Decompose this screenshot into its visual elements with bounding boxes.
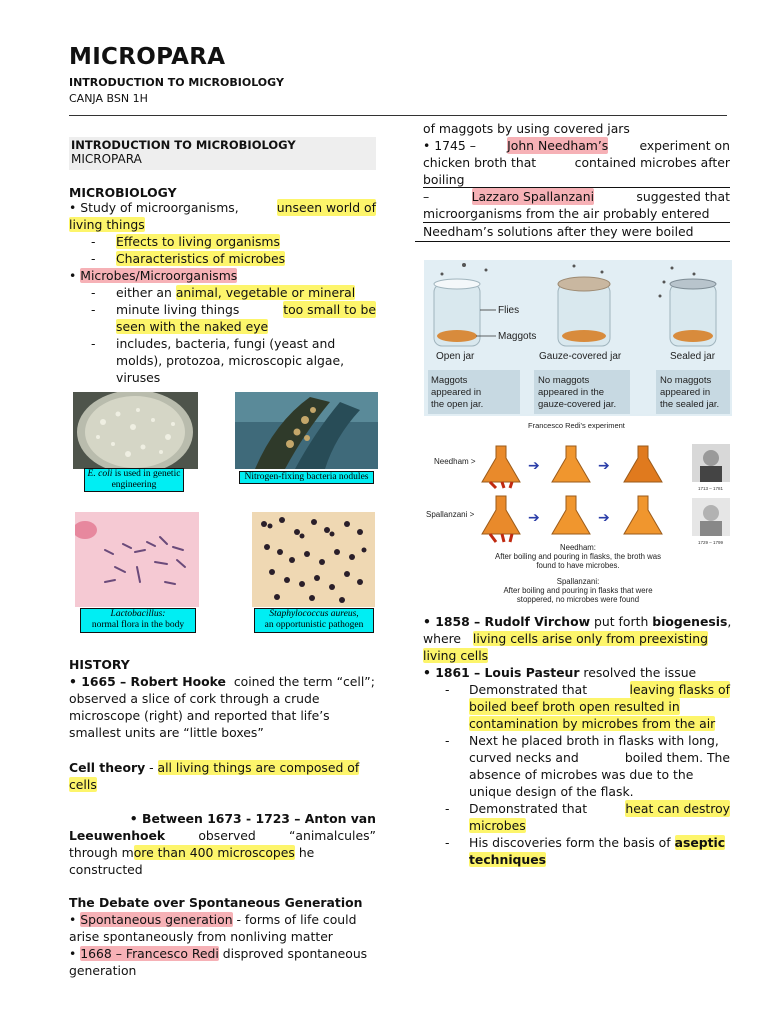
text: absence of microbes was due to the [469, 767, 694, 782]
text: experiment on [639, 138, 730, 153]
text: • Study of microorganisms, [69, 200, 239, 215]
needham-row-label: Needham > [434, 457, 476, 466]
lactobacillus-photo [75, 512, 199, 607]
cell-theory-line2 [69, 776, 97, 793]
box2-line3: gauze-covered jar. [538, 399, 617, 410]
intro-box [69, 137, 376, 170]
dash-item-characteristics [116, 250, 285, 267]
gauze-jar-icon [558, 277, 610, 346]
jar2-label: Gauze-covered jar [539, 351, 622, 362]
right-line6 [423, 205, 730, 223]
highlight: leaving flasks of [629, 682, 730, 697]
highlight: living cells [423, 648, 489, 663]
right-line7 [423, 223, 694, 240]
box1-line2: appeared in [431, 387, 482, 398]
staph-caption [254, 608, 374, 633]
text: boiling [423, 172, 465, 187]
bold-text: • 1858 – Rudolf Virchow [423, 614, 591, 629]
text: contained microbes after [574, 155, 730, 170]
nitrogen-caption: Nitrogen-fixing bacteria nodules [239, 471, 374, 484]
highlight: Effects to living organisms [116, 234, 280, 249]
pasteur-point4-line2 [469, 851, 546, 868]
bold-highlight: techniques [469, 852, 547, 867]
dash-marker: - [445, 801, 450, 816]
document-subtitle: INTRODUCTION TO MICROBIOLOGY [69, 76, 284, 89]
text: put forth [590, 614, 653, 629]
highlight: animal, vegetable or mineral [175, 285, 356, 300]
spallanzani-row-label: Spallanzani > [426, 510, 475, 519]
text: resolved the issue [579, 665, 697, 680]
text: Next he placed broth in flasks with long, [469, 733, 719, 748]
svg-text:➔: ➔ [598, 457, 610, 473]
open-jar-icon [434, 279, 480, 346]
figure-caption: Francesco Redi's experiment [528, 421, 625, 430]
text: , [727, 614, 732, 629]
needham-note-l2: found to have microbes. [536, 561, 620, 570]
highlight-pink: Microbes/Microorganisms [80, 268, 238, 283]
leeuwenhoek-line3 [69, 844, 314, 861]
virchow-line2 [423, 630, 708, 647]
needham-portrait [692, 444, 730, 482]
nitrogen-nodules-photo [235, 392, 378, 469]
spallanzani-portrait [692, 498, 730, 536]
text: Demonstrated that [469, 801, 588, 816]
highlight: all living things are composed of [157, 760, 360, 775]
header-divider [69, 115, 727, 116]
highlight: unseen world of [276, 200, 376, 215]
highlight-pink: John Needham’s [507, 138, 609, 153]
ecoli-caption [84, 468, 184, 492]
spontaneous-generation-line1 [69, 911, 356, 928]
sealed-jar-icon [670, 279, 716, 346]
text: microscope (right) and reported that life’s [69, 708, 330, 723]
box2-line2: appeared in the [538, 387, 605, 398]
microbes-sub3-line3: viruses [116, 370, 161, 385]
microbes-sub2-cont [116, 318, 268, 335]
bold-text: Leeuwenhoek [69, 828, 166, 843]
highlight-pink: 1668 – Francesco Redi [80, 946, 219, 961]
text: he [294, 845, 315, 860]
dash-marker: - [91, 234, 96, 249]
caption-text: an opportunistic pathogen [264, 620, 364, 630]
text: - forms of life could [232, 912, 357, 927]
hooke-line3 [69, 707, 376, 724]
dash-marker: - [445, 733, 450, 748]
microbiology-heading: MICROBIOLOGY [69, 185, 177, 200]
text: minute living things [116, 302, 240, 317]
bold-text: biogenesis [652, 614, 728, 629]
bold-text: Cell theory [69, 760, 146, 775]
caption-italic: Staphylococcus aureus, [269, 609, 359, 619]
hooke-line1 [69, 673, 375, 690]
jar3-label: Sealed jar [670, 351, 716, 362]
highlight: too small to be [283, 302, 376, 317]
text: boiled them. The [624, 750, 730, 765]
leeuwenhoek-line4: constructed [69, 862, 143, 877]
highlight: contamination by microbes from the air [469, 716, 716, 731]
redi-line2: generation [69, 963, 137, 978]
highlight: Characteristics of microbes [116, 251, 286, 266]
pasteur-point4-line1 [469, 834, 725, 851]
caption-text: is used in genetic engineering [111, 469, 181, 490]
right-line4 [423, 171, 465, 188]
right-line2 [423, 137, 730, 154]
highlight-pink: Lazzaro Spallanzani [471, 189, 595, 204]
dash-marker: - [91, 302, 96, 317]
dash-marker: - [91, 285, 96, 300]
text: includes, bacteria, fungi (yeast and [116, 336, 336, 351]
author-line: CANJA BSN 1H [69, 92, 148, 105]
staph-image [252, 512, 375, 607]
underline-rule [415, 241, 730, 242]
microbiology-line1 [69, 199, 376, 216]
right-line3 [423, 154, 730, 171]
text: molds), protozoa, microscopic algae, [116, 353, 345, 368]
lactobacillus-image [75, 512, 199, 607]
text: microorganisms from the air probably entered [423, 206, 710, 221]
microbes-bullet [69, 267, 237, 284]
highlight: boiled beef broth open resulted in [469, 699, 680, 714]
highlight: living things [69, 217, 145, 232]
box1-line3: the open jar. [431, 399, 484, 410]
intro-box-sub: MICROPARA [71, 152, 142, 166]
needham-dates: 1713 – 1781 [698, 486, 724, 491]
staph-photo [252, 512, 375, 607]
bold-text: • 1665 – Robert Hooke [69, 674, 226, 689]
leeuwenhoek-line2 [69, 827, 376, 844]
text: His discoveries form the basis of [469, 835, 671, 850]
dash-marker: - [91, 336, 96, 351]
text: – [423, 189, 430, 204]
lactobacillus-caption [80, 608, 196, 633]
leeuwenhoek-line1: • Between 1673 - 1723 – Anton van [129, 811, 376, 826]
spallanzani-note-title: Spallanzani: [556, 577, 600, 586]
needham-spallanzani-figure [424, 418, 732, 608]
spallanzani-note-l1: After boiling and pouring in flasks that were [503, 586, 653, 595]
nodules-image [235, 392, 378, 469]
text: observed [198, 828, 256, 843]
bullet: • [69, 912, 81, 927]
caption-italic: Lactobacillus: [110, 609, 166, 619]
spallanzani-note-l2: stoppered, no microbes were found [516, 595, 640, 604]
dash-marker: - [91, 251, 96, 266]
text: • 1745 – [423, 138, 476, 153]
svg-text:➔: ➔ [528, 509, 540, 525]
petri-dish-image [73, 392, 198, 469]
pasteur-line [423, 664, 696, 681]
jar1-label: Open jar [436, 351, 475, 362]
caption-text: normal flora in the body [91, 620, 185, 630]
highlight: microbes [469, 818, 526, 833]
dash-marker: - [445, 682, 450, 697]
bold-highlight: aseptic [674, 835, 726, 850]
highlight: cells [69, 777, 97, 792]
pasteur-point3-line2 [469, 817, 526, 834]
pasteur-point1-line3 [469, 715, 715, 732]
pasteur-point2-line3 [469, 766, 730, 783]
maggots-label: Maggots [498, 331, 537, 342]
text: observed a slice of cork through a crude [69, 691, 320, 706]
text: curved necks and [469, 750, 579, 765]
box3-line2: appeared in [660, 387, 711, 398]
redi-jars-figure [424, 260, 732, 416]
needham-note-title: Needham: [560, 543, 596, 552]
box3-line3: the sealed jar. [660, 399, 720, 410]
svg-text:➔: ➔ [528, 457, 540, 473]
hooke-line2 [69, 690, 376, 707]
history-heading: HISTORY [69, 657, 130, 672]
text: “animalcules” [288, 828, 376, 843]
virchow-line3 [423, 647, 488, 664]
pasteur-point2-line4: unique design of the flask. [469, 784, 634, 799]
microbes-sub3-line2 [116, 352, 376, 369]
spontaneous-generation-line2: arise spontaneously from nonliving matter [69, 929, 333, 944]
text: Demonstrated that [469, 682, 588, 697]
microbiology-line2 [69, 216, 145, 233]
right-line5 [423, 188, 730, 205]
bullet: • [69, 268, 81, 283]
caption-italic: E. coli [87, 469, 113, 479]
right-line1: of maggots by using covered jars [423, 121, 630, 136]
hooke-line4: smallest units are “little boxes” [69, 725, 264, 740]
bullet: • [69, 946, 81, 961]
pasteur-point1-line2 [469, 698, 730, 715]
virchow-line1 [423, 613, 731, 630]
highlight: heat can destroy [625, 801, 730, 816]
text: either an [116, 285, 172, 300]
pasteur-point2-line2 [469, 749, 730, 766]
box1-line1: Maggots [431, 375, 468, 386]
flies-label: Flies [498, 305, 520, 316]
highlight-pink: Spontaneous generation [80, 912, 233, 927]
text: - [145, 760, 158, 775]
text: suggested that [636, 189, 730, 204]
ecoli-petri-photo [73, 392, 198, 469]
highlight: living cells arise only from preexisting [472, 631, 708, 646]
text: Needham’s solutions after they were boiled [423, 224, 694, 239]
text: where [423, 631, 462, 646]
text: coined the term “cell”; [233, 674, 375, 689]
box3-line1: No maggots [660, 375, 712, 386]
pasteur-point3-line1 [469, 800, 730, 817]
needham-note-l1: After boiling and pouring in flasks, the broth was [495, 552, 661, 561]
cell-theory-line1 [69, 759, 359, 776]
pasteur-point1-line1 [469, 681, 730, 698]
intro-box-heading: INTRODUCTION TO MICROBIOLOGY [71, 138, 296, 152]
document-title: MICROPARA [69, 44, 226, 70]
microbes-sub2 [116, 301, 376, 318]
box2-line1: No maggots [538, 375, 590, 386]
microbes-sub1 [116, 284, 355, 301]
redi-line1 [69, 945, 367, 962]
text: through m [69, 845, 134, 860]
text: chicken broth that [423, 155, 537, 170]
dash-item-effects [116, 233, 280, 250]
pasteur-point2-line1 [469, 732, 730, 749]
spallanzani-dates: 1729 – 1799 [698, 540, 724, 545]
debate-heading: The Debate over Spontaneous Generation [69, 895, 363, 910]
text: disproved spontaneous [218, 946, 368, 961]
highlight: seen with the naked eye [116, 319, 269, 334]
highlight: ore than 400 microscopes [133, 845, 295, 860]
microbes-sub3-line1 [116, 335, 376, 352]
dash-marker: - [445, 835, 450, 850]
bold-text: • 1861 – Louis Pasteur [423, 665, 580, 680]
svg-text:➔: ➔ [598, 509, 610, 525]
